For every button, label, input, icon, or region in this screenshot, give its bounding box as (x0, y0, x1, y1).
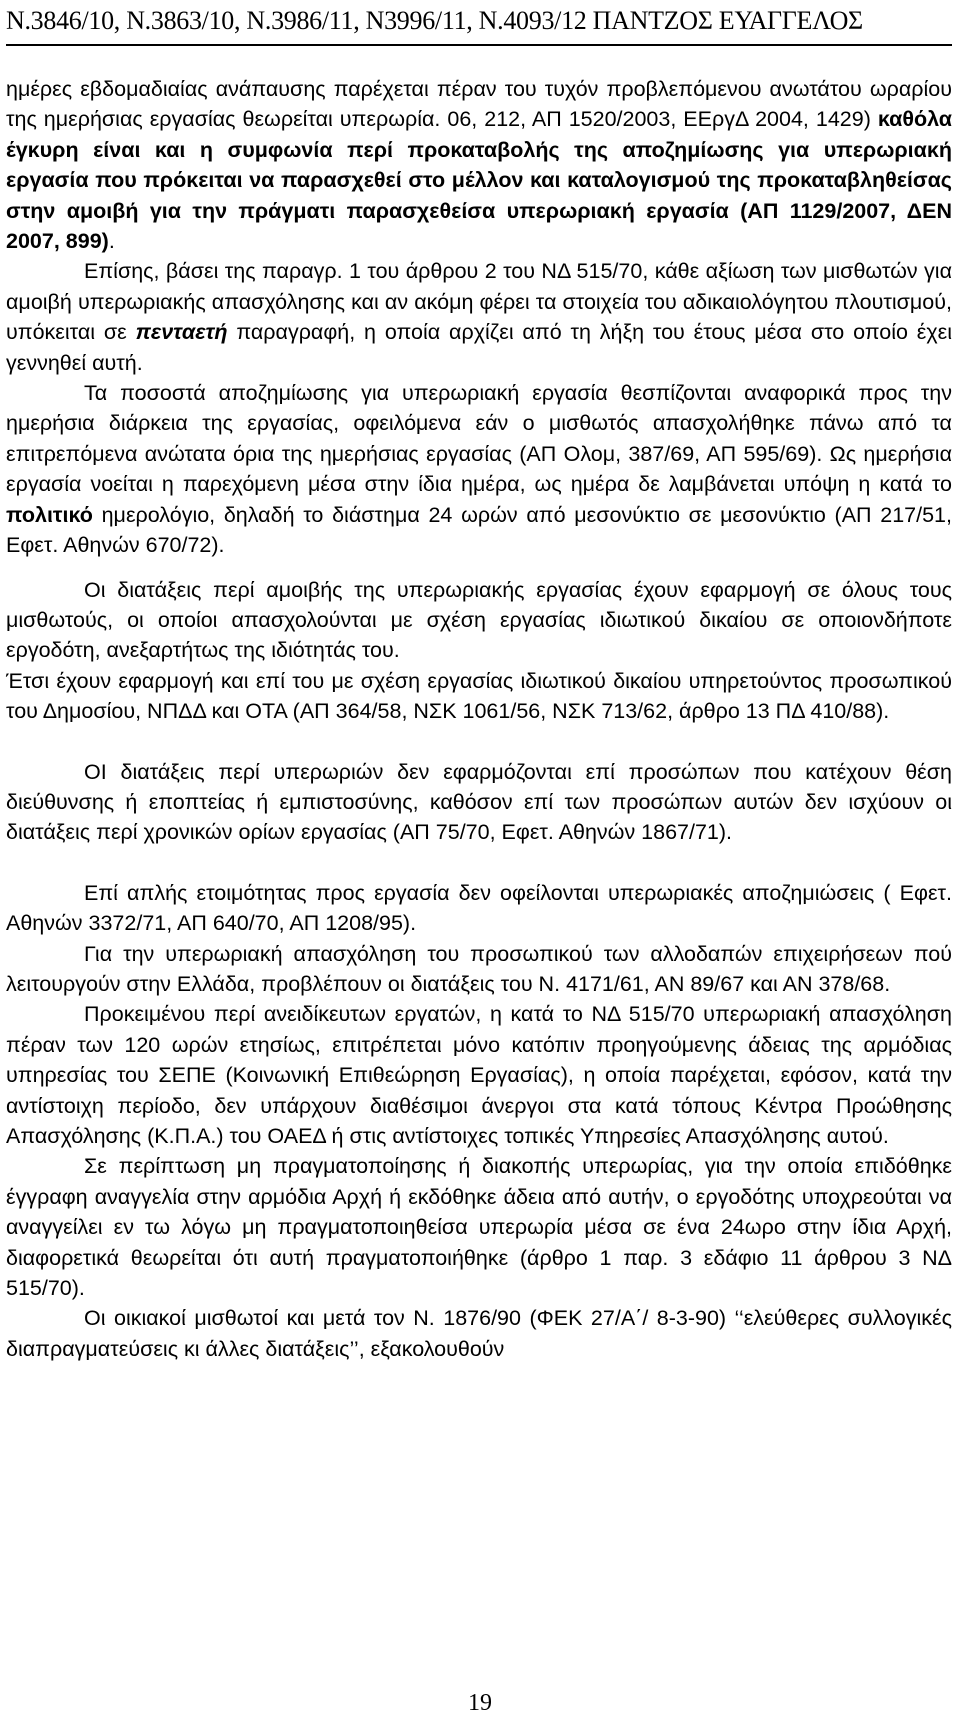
paragraph (6, 256, 952, 378)
paragraph: Για την υπερωριακή απασχόληση του προσωπικού των αλλοδαπών επιχειρήσεων πού λειτουργούν στην Ελλάδα, προβλέπουν οι διατάξεις του Ν. 4171/61, ΑΝ 89/67 και ΑΝ 378/68. (6, 941, 952, 996)
paragraph-text: Τα ποσοστά αποζημίωσης για υπερωριακή εργασία θεσπίζονται αναφορικά προς την ημερήσια διάρκεια της εργασίας, οφειλόμενα εάν ο μισθωτός απασχολήθηκε πάνω από τα επιτρεπόμενα ανώτατα όρια της ημερήσιας εργασίας (ΑΠ Ολομ, 387/69, ΑΠ 595/69). Ως ημερήσια εργασία νοείται η παρεχόμενη μέσα στην ίδια ημέρα, ως ημέρα δε λαμβάνεται υπόψη η κατά το (6, 381, 952, 497)
paragraph (6, 74, 952, 256)
running-header: Ν.3846/10, Ν.3863/10, Ν.3986/11, Ν3996/11, Ν.4093/12 ΠΑΝΤΖΟΣ ΕΥΑΓΓΕΛΟΣ (6, 6, 863, 35)
paragraph: Οι διατάξεις περί αμοιβής της υπερωριακής εργασίας έχουν εφαρμογή σε όλους τους μισθωτούς, οι οποίοι απασχολούνται με σχέση εργασίας ιδιωτικού δικαίου σε οποιονδήποτε εργοδότη, ανεξαρτήτως της ιδιότητάς του. (6, 577, 952, 663)
paragraph (6, 378, 952, 560)
paragraph: Προκειμένου περί ανειδίκευτων εργατών, η κατά το ΝΔ 515/70 υπερωριακή απασχόληση πέραν των 120 ωρών ετησίως, επιτρέπεται μόνο κατόπιν προηγούμενης άδειας της αρμόδιας υπηρεσίας του ΣΕΠΕ (Κοινωνική Επιθεώρηση Εργασίας), η οποία παρέχεται, εφόσον, κατά την αντίστοιχη περίοδο, δεν υπάρχουν διαθέσιμοι άνεργοι στα κατά τόπους Κέντρα Προώθησης Απασχόλησης (Κ.Π.Α.) του ΟΑΕΔ ή στις αντίστοιχες τοπικές Υπηρεσίες Απασχόλησης αυτού. (6, 1002, 952, 1148)
document-body (6, 74, 952, 1364)
paragraph: Έτσι έχουν εφαρμογή και επί του με σχέση εργασίας ιδιωτικού δικαίου υπηρετούντος προσωπικού του Δημοσίου, ΝΠΔΔ και ΟΤΑ (ΑΠ 364/58, ΝΣΚ 1061/56, ΝΣΚ 713/62, άρθρο 13 ΠΔ 410/88). (6, 668, 952, 724)
paragraph-text: . (108, 229, 115, 254)
paragraph: Επί απλής ετοιμότητας προς εργασία δεν οφείλονται υπερωριακές αποζημιώσεις ( Εφετ. Αθηνών 3372/71, ΑΠ 640/70, ΑΠ 1208/95). (6, 880, 952, 936)
paragraph: Σε περίπτωση μη πραγματοποίησης ή διακοπής υπερωρίας, για την οποία επιδόθηκε έγγραφη αναγγελία στην αρμόδια Αρχή ή εκδόθηκε άδεια από αυτήν, ο εργοδότης υποχρεούται να αναγγείλει εν τω λόγω μη πραγματοποιηθείσα υπερωρία μέσα σε ένα 24ωρο στην ίδια Αρχή, διαφορετικά θεωρείται ότι αυτή πραγματοποιήθηκε (άρθρο 1 παρ. 3 εδάφιο 11 άρθρου 3 ΝΔ 515/70). (6, 1154, 952, 1301)
paragraph-text: παραγραφή, η οποία αρχίζει από τη λήξη του έτους μέσα στο οποίο έχει γεννηθεί αυτή. (6, 320, 953, 375)
paragraph-text: ημέρες εβδομαδιαίας ανάπαυσης παρέχεται πέραν του τυχόν προβλεπόμενου ανωτάτου ωραρίου της ημερήσιας εργασίας θεωρείται υπερωρία. 06, 212, ΑΠ 1520/2003, ΕΕργΔ 2004, 1429) (6, 77, 952, 132)
bold-text: πολιτικό (6, 502, 93, 527)
header-rule (6, 44, 952, 46)
paragraph-text: Επίσης, βάσει της παραγρ. 1 του άρθρου 2 του ΝΔ 515/70, κάθε αξίωση των μισθωτών για αμοιβή υπερωριακής απασχόλησης και αν ακόμη φέρει τα στοιχεία του αδικαιολόγητου πλουτισμού, υπόκειται σε (6, 259, 952, 345)
bold-text: καθόλα έγκυρη είναι και η συμφωνία περί προκαταβολής της αποζημίωσης για υπερωριακή εργασία που πρόκειται να παρασχεθεί στο μέλλον και καταλογισμού της προκαταβληθείσας στην αμοιβή για την πράγματι παρασχεθείσα υπερωριακή εργασία (ΑΠ 1129/2007, ΔΕΝ 2007, 899) (6, 107, 952, 254)
paragraph: ΟΙ διατάξεις περί υπερωριών δεν εφαρμόζονται επί προσώπων που κατέχουν θέση διεύθυνσης ή εποπτείας ή εμπιστοσύνης, καθόσον επί των προσώπων αυτών δεν ισχύουν οι διατάξεις περί χρονικών ορίων εργασίας (ΑΠ 75/70, Εφετ. Αθηνών 1867/71). (6, 759, 952, 845)
paragraph-text: ημερολόγιο, δηλαδή το διάστημα 24 ωρών από μεσονύκτιο σε μεσονύκτιο (ΑΠ 217/51, Εφετ. Αθηνών 670/72). (6, 502, 952, 558)
page-number: 19 (468, 1690, 492, 1716)
paragraph: Οι οικιακοί μισθωτοί και μετά τον Ν. 1876/90 (ΦΕΚ 27/Α΄/ 8-3-90) ‘‘ελεύθερες συλλογικές διαπραγματεύσεις κι άλλες διατάξεις’’, εξακολουθούν (6, 1306, 952, 1361)
bold-italic-text: πενταετή (135, 320, 228, 345)
